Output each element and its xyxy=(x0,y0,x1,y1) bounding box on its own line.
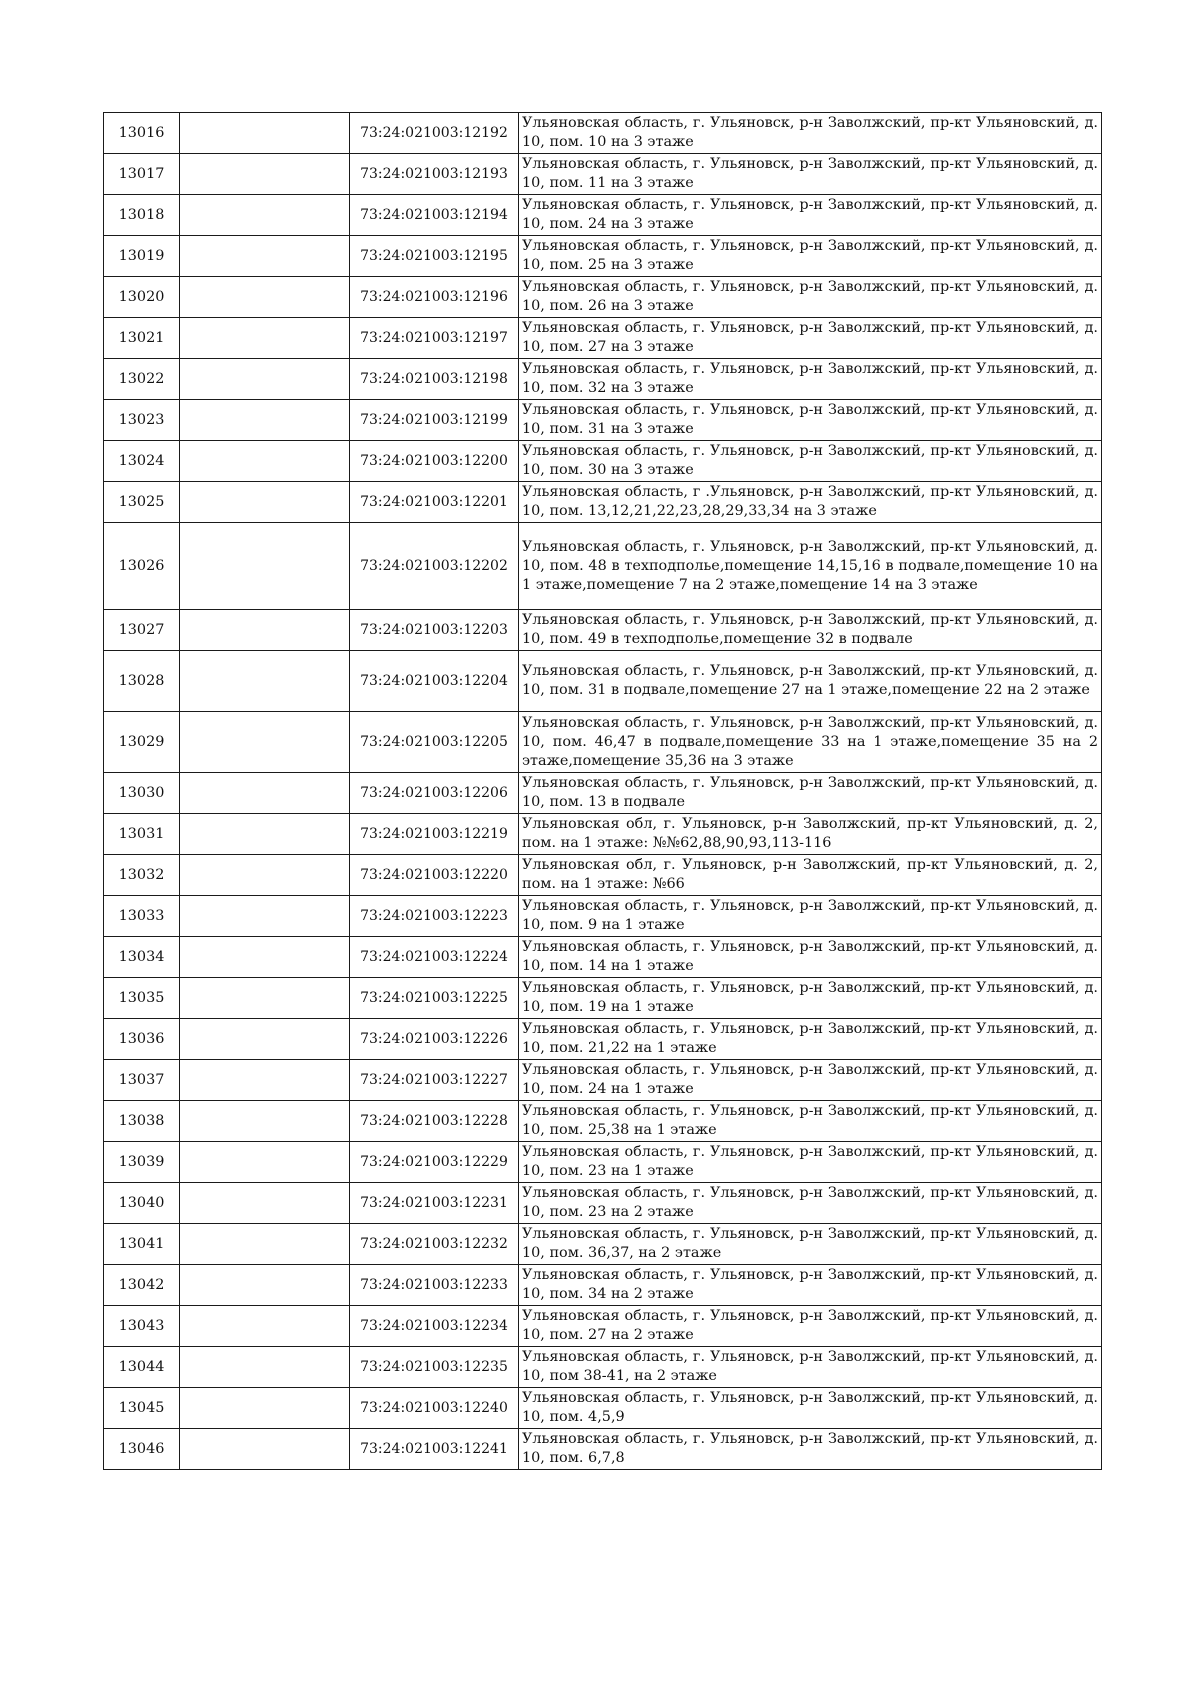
cadastral-number-cell: 73:24:021003:12227 xyxy=(350,1060,519,1101)
cadastral-number-cell: 73:24:021003:12225 xyxy=(350,978,519,1019)
address-cell: Ульяновская область, г .Ульяновск, р-н Заволжский, пр-кт Ульяновский, д. 10, пом. 13,12,21,22,23,28,29,33,34 на 3 этаже xyxy=(519,482,1102,523)
cadastral-number-cell: 73:24:021003:12224 xyxy=(350,937,519,978)
row-number-cell: 13028 xyxy=(104,651,180,712)
address-cell: Ульяновская область, г. Ульяновск, р-н Заволжский, пр-кт Ульяновский, д. 10, пом. 30 на 3 этаже xyxy=(519,441,1102,482)
empty-cell xyxy=(180,1306,350,1347)
cadastral-number-cell: 73:24:021003:12231 xyxy=(350,1183,519,1224)
row-number-cell: 13036 xyxy=(104,1019,180,1060)
empty-cell xyxy=(180,937,350,978)
cadastral-number-cell: 73:24:021003:12204 xyxy=(350,651,519,712)
row-number-cell: 13027 xyxy=(104,610,180,651)
table-row xyxy=(104,195,1102,236)
address-cell: Ульяновская область, г. Ульяновск, р-н Заволжский, пр-кт Ульяновский, д. 10, пом. 49 в техподполье,помещение 32 в подвале xyxy=(519,610,1102,651)
row-number-cell: 13023 xyxy=(104,400,180,441)
table-row xyxy=(104,896,1102,937)
address-cell: Ульяновская область, г. Ульяновск, р-н Заволжский, пр-кт Ульяновский, д. 10, пом. 19 на 1 этаже xyxy=(519,978,1102,1019)
address-cell: Ульяновская область, г. Ульяновск, р-н Заволжский, пр-кт Ульяновский, д. 10, пом. 14 на 1 этаже xyxy=(519,937,1102,978)
address-cell: Ульяновская область, г. Ульяновск, р-н Заволжский, пр-кт Ульяновский, д. 10, пом. 6,7,8 xyxy=(519,1429,1102,1470)
empty-cell xyxy=(180,482,350,523)
table-row xyxy=(104,1429,1102,1470)
table-row xyxy=(104,1306,1102,1347)
table-row xyxy=(104,441,1102,482)
cadastral-number-cell: 73:24:021003:12202 xyxy=(350,523,519,610)
row-number-cell: 13025 xyxy=(104,482,180,523)
row-number-cell: 13022 xyxy=(104,359,180,400)
empty-cell xyxy=(180,1429,350,1470)
table-row xyxy=(104,978,1102,1019)
row-number-cell: 13039 xyxy=(104,1142,180,1183)
table-row xyxy=(104,1224,1102,1265)
address-cell: Ульяновская область, г. Ульяновск, р-н Заволжский, пр-кт Ульяновский, д. 10, пом. 26 на 3 этаже xyxy=(519,277,1102,318)
address-cell: Ульяновская область, г. Ульяновск, р-н Заволжский, пр-кт Ульяновский, д. 10, пом. 13 в подвале xyxy=(519,773,1102,814)
address-cell: Ульяновская область, г. Ульяновск, р-н Заволжский, пр-кт Ульяновский, д. 10, пом. 21,22 на 1 этаже xyxy=(519,1019,1102,1060)
empty-cell xyxy=(180,1224,350,1265)
cadastral-number-cell: 73:24:021003:12205 xyxy=(350,712,519,773)
address-cell: Ульяновская область, г. Ульяновск, р-н Заволжский, пр-кт Ульяновский, д. 10, пом. 31 в подвале,помещение 27 на 1 этаже,помещение 22 на 2 этаже xyxy=(519,651,1102,712)
row-number-cell: 13030 xyxy=(104,773,180,814)
cadastral-number-cell: 73:24:021003:12223 xyxy=(350,896,519,937)
table-row xyxy=(104,1347,1102,1388)
row-number-cell: 13043 xyxy=(104,1306,180,1347)
empty-cell xyxy=(180,318,350,359)
row-number-cell: 13034 xyxy=(104,937,180,978)
empty-cell xyxy=(180,855,350,896)
address-cell: Ульяновская область, г. Ульяновск, р-н Заволжский, пр-кт Ульяновский, д. 10, пом. 32 на 3 этаже xyxy=(519,359,1102,400)
cadastral-number-cell: 73:24:021003:12206 xyxy=(350,773,519,814)
cadastral-number-cell: 73:24:021003:12198 xyxy=(350,359,519,400)
empty-cell xyxy=(180,236,350,277)
address-cell: Ульяновская область, г. Ульяновск, р-н Заволжский, пр-кт Ульяновский, д. 10, пом. 23 на 1 этаже xyxy=(519,1142,1102,1183)
address-cell: Ульяновская область, г. Ульяновск, р-н Заволжский, пр-кт Ульяновский, д. 10, пом. 23 на 2 этаже xyxy=(519,1183,1102,1224)
address-cell: Ульяновская область, г. Ульяновск, р-н Заволжский, пр-кт Ульяновский, д. 10, пом. 11 на 3 этаже xyxy=(519,154,1102,195)
cadastral-number-cell: 73:24:021003:12233 xyxy=(350,1265,519,1306)
table-row xyxy=(104,1060,1102,1101)
row-number-cell: 13046 xyxy=(104,1429,180,1470)
row-number-cell: 13041 xyxy=(104,1224,180,1265)
cadastral-number-cell: 73:24:021003:12235 xyxy=(350,1347,519,1388)
table-row xyxy=(104,318,1102,359)
table-row xyxy=(104,1142,1102,1183)
row-number-cell: 13017 xyxy=(104,154,180,195)
table-row xyxy=(104,855,1102,896)
row-number-cell: 13031 xyxy=(104,814,180,855)
row-number-cell: 13035 xyxy=(104,978,180,1019)
table-row xyxy=(104,359,1102,400)
empty-cell xyxy=(180,359,350,400)
empty-cell xyxy=(180,1142,350,1183)
registry-table xyxy=(103,112,1102,1470)
table-row xyxy=(104,277,1102,318)
empty-cell xyxy=(180,1265,350,1306)
empty-cell xyxy=(180,651,350,712)
table-row xyxy=(104,1019,1102,1060)
cadastral-number-cell: 73:24:021003:12193 xyxy=(350,154,519,195)
empty-cell xyxy=(180,1019,350,1060)
row-number-cell: 13044 xyxy=(104,1347,180,1388)
table-row xyxy=(104,1265,1102,1306)
table-row xyxy=(104,113,1102,154)
row-number-cell: 13045 xyxy=(104,1388,180,1429)
empty-cell xyxy=(180,978,350,1019)
row-number-cell: 13019 xyxy=(104,236,180,277)
address-cell: Ульяновская область, г. Ульяновск, р-н Заволжский, пр-кт Ульяновский, д. 10, пом. 10 на 3 этаже xyxy=(519,113,1102,154)
address-cell: Ульяновская область, г. Ульяновск, р-н Заволжский, пр-кт Ульяновский, д. 10, пом. 25 на 3 этаже xyxy=(519,236,1102,277)
empty-cell xyxy=(180,773,350,814)
empty-cell xyxy=(180,113,350,154)
cadastral-number-cell: 73:24:021003:12241 xyxy=(350,1429,519,1470)
table-row xyxy=(104,1183,1102,1224)
empty-cell xyxy=(180,610,350,651)
empty-cell xyxy=(180,896,350,937)
empty-cell xyxy=(180,1347,350,1388)
empty-cell xyxy=(180,814,350,855)
cadastral-number-cell: 73:24:021003:12220 xyxy=(350,855,519,896)
row-number-cell: 13037 xyxy=(104,1060,180,1101)
table-row xyxy=(104,523,1102,610)
table-row xyxy=(104,1101,1102,1142)
row-number-cell: 13040 xyxy=(104,1183,180,1224)
table-row xyxy=(104,814,1102,855)
address-cell: Ульяновская область, г. Ульяновск, р-н Заволжский, пр-кт Ульяновский, д. 10, пом. 9 на 1 этаже xyxy=(519,896,1102,937)
cadastral-number-cell: 73:24:021003:12234 xyxy=(350,1306,519,1347)
cadastral-number-cell: 73:24:021003:12228 xyxy=(350,1101,519,1142)
address-cell: Ульяновская область, г. Ульяновск, р-н Заволжский, пр-кт Ульяновский, д. 10, пом. 46,47 в подвале,помещение 33 на 1 этаже,помещение 35 на 2 этаже,помещение 35,36 на 3 этаже xyxy=(519,712,1102,773)
empty-cell xyxy=(180,1060,350,1101)
cadastral-number-cell: 73:24:021003:12229 xyxy=(350,1142,519,1183)
address-cell: Ульяновская область, г. Ульяновск, р-н Заволжский, пр-кт Ульяновский, д. 10, пом. 24 на 3 этаже xyxy=(519,195,1102,236)
address-cell: Ульяновская область, г. Ульяновск, р-н Заволжский, пр-кт Ульяновский, д. 10, пом. 48 в техподполье,помещение 14,15,16 в подвале,помещение 10 на 1 этаже,помещение 7 на 2 этаже,помещение 14 на 3 этаже xyxy=(519,523,1102,610)
row-number-cell: 13024 xyxy=(104,441,180,482)
cadastral-number-cell: 73:24:021003:12197 xyxy=(350,318,519,359)
cadastral-number-cell: 73:24:021003:12196 xyxy=(350,277,519,318)
table-row xyxy=(104,236,1102,277)
address-cell: Ульяновская область, г. Ульяновск, р-н Заволжский, пр-кт Ульяновский, д. 10, пом. 25,38 на 1 этаже xyxy=(519,1101,1102,1142)
table-row xyxy=(104,154,1102,195)
row-number-cell: 13032 xyxy=(104,855,180,896)
table-row xyxy=(104,773,1102,814)
cadastral-number-cell: 73:24:021003:12203 xyxy=(350,610,519,651)
table-row xyxy=(104,712,1102,773)
row-number-cell: 13038 xyxy=(104,1101,180,1142)
address-cell: Ульяновская область, г. Ульяновск, р-н Заволжский, пр-кт Ульяновский, д. 10, пом. 4,5,9 xyxy=(519,1388,1102,1429)
cadastral-number-cell: 73:24:021003:12226 xyxy=(350,1019,519,1060)
cadastral-number-cell: 73:24:021003:12192 xyxy=(350,113,519,154)
cadastral-number-cell: 73:24:021003:12199 xyxy=(350,400,519,441)
cadastral-number-cell: 73:24:021003:12194 xyxy=(350,195,519,236)
row-number-cell: 13042 xyxy=(104,1265,180,1306)
address-cell: Ульяновская область, г. Ульяновск, р-н Заволжский, пр-кт Ульяновский, д. 10, пом. 34 на 2 этаже xyxy=(519,1265,1102,1306)
empty-cell xyxy=(180,441,350,482)
row-number-cell: 13026 xyxy=(104,523,180,610)
empty-cell xyxy=(180,400,350,441)
cadastral-number-cell: 73:24:021003:12195 xyxy=(350,236,519,277)
table-row xyxy=(104,610,1102,651)
cadastral-number-cell: 73:24:021003:12232 xyxy=(350,1224,519,1265)
cadastral-number-cell: 73:24:021003:12201 xyxy=(350,482,519,523)
empty-cell xyxy=(180,195,350,236)
empty-cell xyxy=(180,154,350,195)
address-cell: Ульяновская обл, г. Ульяновск, р-н Заволжский, пр-кт Ульяновский, д. 2, пом. на 1 этаже: №№62,88,90,93,113-116 xyxy=(519,814,1102,855)
cadastral-number-cell: 73:24:021003:12200 xyxy=(350,441,519,482)
cadastral-number-cell: 73:24:021003:12240 xyxy=(350,1388,519,1429)
registry-table-body xyxy=(104,113,1102,1470)
row-number-cell: 13021 xyxy=(104,318,180,359)
address-cell: Ульяновская область, г. Ульяновск, р-н Заволжский, пр-кт Ульяновский, д. 10, пом. 27 на 3 этаже xyxy=(519,318,1102,359)
row-number-cell: 13029 xyxy=(104,712,180,773)
empty-cell xyxy=(180,1183,350,1224)
address-cell: Ульяновская область, г. Ульяновск, р-н Заволжский, пр-кт Ульяновский, д. 10, пом. 31 на 3 этаже xyxy=(519,400,1102,441)
empty-cell xyxy=(180,1101,350,1142)
address-cell: Ульяновская обл, г. Ульяновск, р-н Заволжский, пр-кт Ульяновский, д. 2, пом. на 1 этаже: №66 xyxy=(519,855,1102,896)
empty-cell xyxy=(180,277,350,318)
row-number-cell: 13020 xyxy=(104,277,180,318)
row-number-cell: 13016 xyxy=(104,113,180,154)
cadastral-number-cell: 73:24:021003:12219 xyxy=(350,814,519,855)
empty-cell xyxy=(180,523,350,610)
empty-cell xyxy=(180,1388,350,1429)
address-cell: Ульяновская область, г. Ульяновск, р-н Заволжский, пр-кт Ульяновский, д. 10, пом. 27 на 2 этаже xyxy=(519,1306,1102,1347)
table-row xyxy=(104,482,1102,523)
row-number-cell: 13033 xyxy=(104,896,180,937)
address-cell: Ульяновская область, г. Ульяновск, р-н Заволжский, пр-кт Ульяновский, д. 10, пом 38-41, на 2 этаже xyxy=(519,1347,1102,1388)
row-number-cell: 13018 xyxy=(104,195,180,236)
empty-cell xyxy=(180,712,350,773)
table-row xyxy=(104,651,1102,712)
table-row xyxy=(104,937,1102,978)
table-row xyxy=(104,400,1102,441)
address-cell: Ульяновская область, г. Ульяновск, р-н Заволжский, пр-кт Ульяновский, д. 10, пом. 36,37, на 2 этаже xyxy=(519,1224,1102,1265)
address-cell: Ульяновская область, г. Ульяновск, р-н Заволжский, пр-кт Ульяновский, д. 10, пом. 24 на 1 этаже xyxy=(519,1060,1102,1101)
table-row xyxy=(104,1388,1102,1429)
